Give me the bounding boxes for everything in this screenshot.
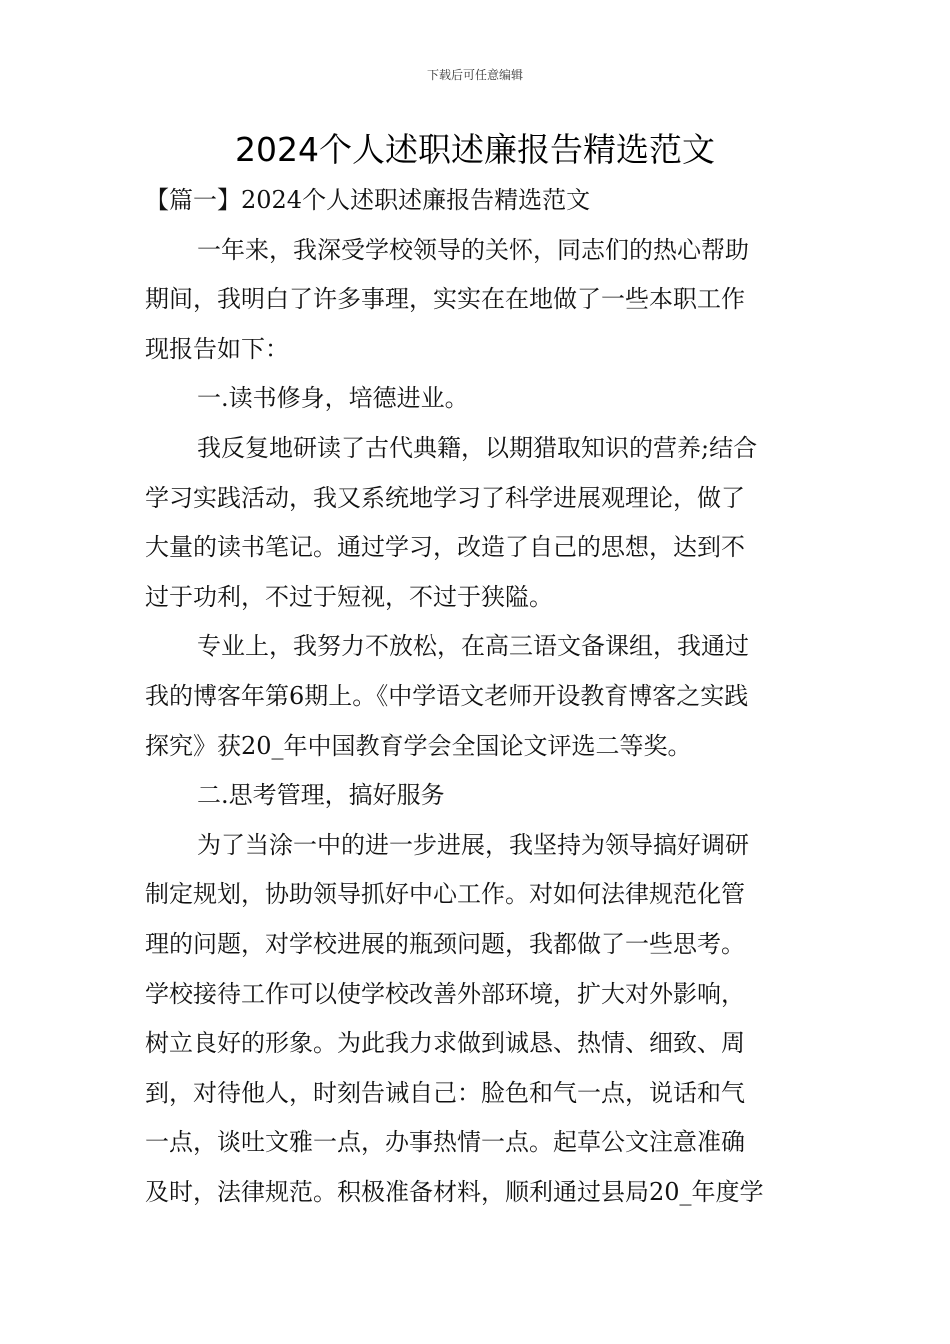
text-line: 现报告如下： [145, 334, 289, 363]
document-body [145, 176, 807, 1217]
document-title: 2024个人述职述廉报告精选范文 [235, 130, 715, 169]
text-line: 树立良好的形象。为此我力求做到诚恳、热情、细致、周 [145, 1029, 745, 1058]
text-line: 我的博客年第6期上。《中学语文老师开设教育博客之实践 [145, 681, 749, 710]
text-line: 专业上，我努力不放松，在高三语文备课组，我通过 [197, 632, 749, 661]
text-line: 到，对待他人，时刻告诫自己：脸色和气一点，说话和气 [145, 1078, 745, 1107]
text-line: 期间，我明白了许多事理，实实在在地做了一些本职工作 [145, 285, 745, 314]
text-line: 为了当涂一中的进一步进展，我坚持为领导搞好调研 [197, 830, 749, 859]
text-line: 制定规划，协助领导抓好中心工作。对如何法律规范化管 [145, 880, 745, 909]
text-line: 【篇一】2024个人述职述廉报告精选范文 [145, 186, 591, 214]
text-line: 大量的读书笔记。通过学习，改造了自己的思想，达到不 [145, 533, 745, 562]
text-line: 学习实践活动，我又系统地学习了科学进展观理论，做了 [145, 483, 745, 512]
text-line: 我反复地研读了古代典籍，以期猎取知识的营养;结合 [197, 433, 758, 462]
text-line: 过于功利，不过于短视，不过于狭隘。 [145, 582, 553, 611]
text-line: 二.思考管理，搞好服务 [197, 781, 445, 810]
text-line: 一点，谈吐文雅一点，办事热情一点。起草公文注意准确 [145, 1128, 745, 1157]
text-line: 探究》获20_年中国教育学会全国论文评选二等奖。 [145, 731, 692, 760]
text-line: 及时，法律规范。积极准备材料，顺利通过县局20_年度学 [145, 1177, 764, 1206]
text-line: 理的问题，对学校进展的瓶颈问题，我都做了一些思考。 [145, 929, 745, 958]
text-line: 学校接待工作可以使学校改善外部环境，扩大对外影响， [145, 979, 745, 1008]
text-line: 一年来，我深受学校领导的关怀，同志们的热心帮助 [197, 235, 749, 264]
text-line: 一.读书修身，培德进业。 [197, 384, 469, 413]
page-header-note: 下载后可任意编辑 [426, 68, 523, 82]
